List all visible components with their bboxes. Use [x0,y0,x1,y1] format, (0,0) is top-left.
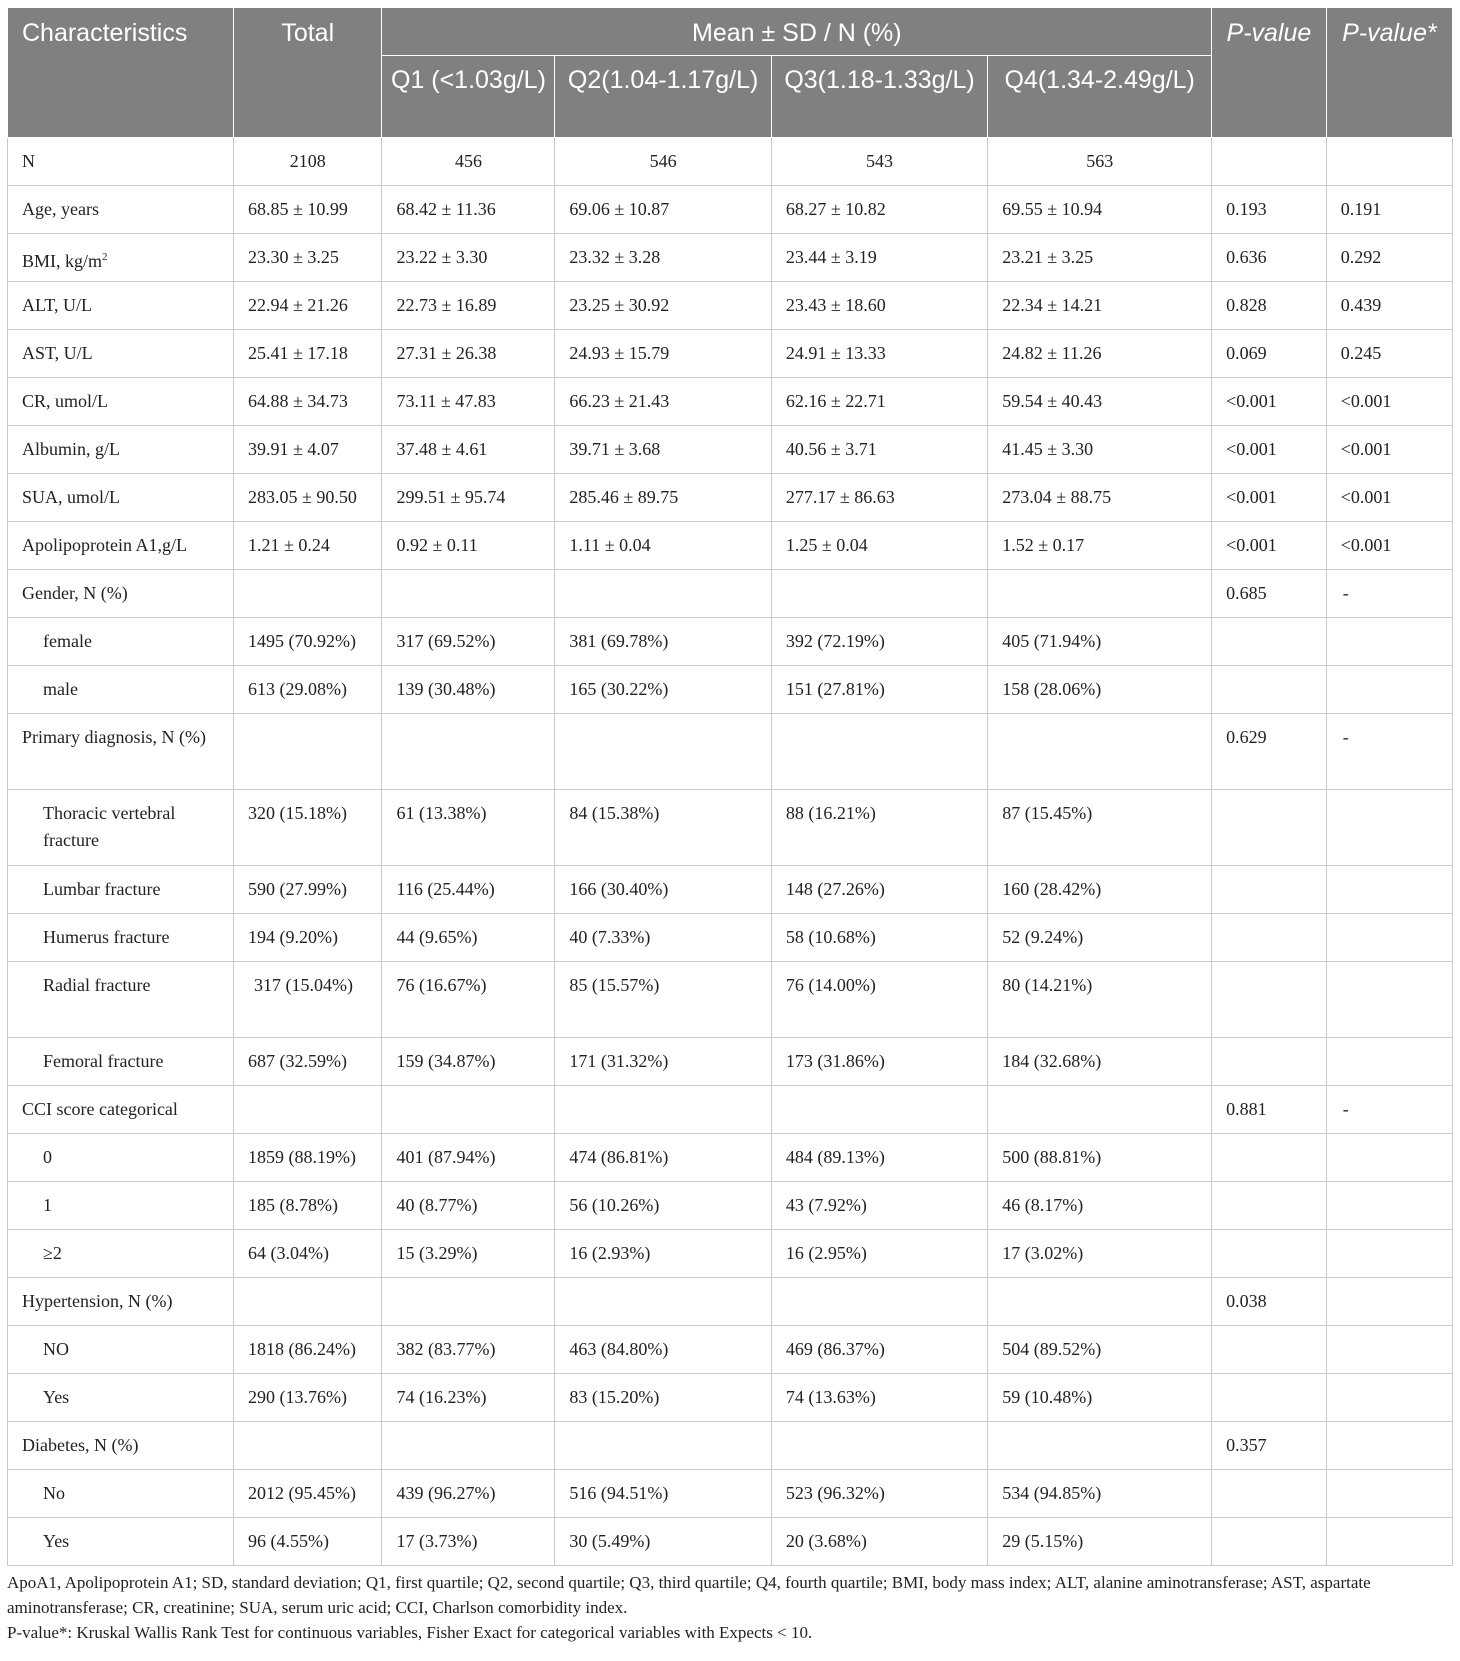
cell-ps: 0.292 [1326,234,1452,282]
cell-ps: 0.439 [1326,282,1452,330]
cell-q4: 24.82 ± 11.26 [988,330,1212,378]
cell-total [233,1422,382,1470]
cell-p [1212,1326,1327,1374]
table-body [8,138,1453,1566]
table-row [8,790,1453,866]
cell-total [233,714,382,790]
cell-ps: <0.001 [1326,474,1452,522]
header-group: Mean ± SD / N (%) [382,8,1212,56]
cell-q1: 17 (3.73%) [382,1518,555,1566]
cell-p: 0.193 [1212,186,1327,234]
row-label: No [8,1470,234,1518]
cell-p [1212,1230,1327,1278]
cell-p [1212,790,1327,866]
cell-ps [1326,962,1452,1038]
cell-q3: 24.91 ± 13.33 [771,330,987,378]
row-label: Apolipoprotein A1,g/L [8,522,234,570]
row-label: Hypertension, N (%) [8,1278,234,1326]
cell-total [233,1278,382,1326]
header-p-value-star: P-value* [1326,8,1452,138]
cell-q1: 74 (16.23%) [382,1374,555,1422]
cell-ps: 0.245 [1326,330,1452,378]
cell-ps [1326,1134,1452,1182]
cell-q1: 23.22 ± 3.30 [382,234,555,282]
cell-total: 22.94 ± 21.26 [233,282,382,330]
cell-q4: 80 (14.21%) [988,962,1212,1038]
cell-q3: 40.56 ± 3.71 [771,426,987,474]
row-label: female [8,618,234,666]
cell-q1: 439 (96.27%) [382,1470,555,1518]
cell-q4: 160 (28.42%) [988,866,1212,914]
cell-q1: 456 [382,138,555,186]
cell-p: 0.069 [1212,330,1327,378]
table-row [8,1278,1453,1326]
row-label: Yes [8,1374,234,1422]
cell-q3: 523 (96.32%) [771,1470,987,1518]
cell-q4: 158 (28.06%) [988,666,1212,714]
cell-q4: 29 (5.15%) [988,1518,1212,1566]
row-label: BMI, $kg/m^2$ [8,234,234,282]
cell-q1: 40 (8.77%) [382,1182,555,1230]
cell-p [1212,666,1327,714]
cell-total: 25.41 ± 17.18 [233,330,382,378]
cell-p: 0.357 [1212,1422,1327,1470]
cell-ps: 0.191 [1326,186,1452,234]
header-characteristics: Characteristics [8,8,234,138]
row-label: CCI score categorical [8,1086,234,1134]
cell-p [1212,1038,1327,1086]
cell-q3: 76 (14.00%) [771,962,987,1038]
characteristics-table [7,7,1453,1566]
cell-p [1212,914,1327,962]
cell-ps [1326,790,1452,866]
cell-q1: 401 (87.94%) [382,1134,555,1182]
cell-q4 [988,1278,1212,1326]
cell-p: <0.001 [1212,522,1327,570]
row-label: Femoral fracture [8,1038,234,1086]
cell-ps [1326,618,1452,666]
cell-q1 [382,1278,555,1326]
cell-q2: 24.93 ± 15.79 [555,330,771,378]
cell-p [1212,1518,1327,1566]
table-row [8,1182,1453,1230]
cell-total: 2108 [233,138,382,186]
cell-q4: 23.21 ± 3.25 [988,234,1212,282]
table-row [8,1326,1453,1374]
table-row [8,1518,1453,1566]
cell-q3: 173 (31.86%) [771,1038,987,1086]
cell-q2 [555,714,771,790]
row-label: NO [8,1326,234,1374]
cell-p [1212,1374,1327,1422]
cell-ps [1326,1326,1452,1374]
cell-q2: 381 (69.78%) [555,618,771,666]
row-label: N [8,138,234,186]
cell-q1: 15 (3.29%) [382,1230,555,1278]
row-label: Age, years [8,186,234,234]
row-label: 0 [8,1134,234,1182]
cell-total: 1495 (70.92%) [233,618,382,666]
cell-ps [1326,138,1452,186]
cell-q2: 474 (86.81%) [555,1134,771,1182]
cell-q2: 285.46 ± 89.75 [555,474,771,522]
cell-q3: 74 (13.63%) [771,1374,987,1422]
cell-q3: 62.16 ± 22.71 [771,378,987,426]
row-label: 1 [8,1182,234,1230]
cell-q2: 83 (15.20%) [555,1374,771,1422]
cell-q3 [771,714,987,790]
table-row [8,1134,1453,1182]
cell-q2 [555,1278,771,1326]
header-q3: Q3(1.18-1.33g/L) [771,56,987,138]
row-label: Humerus fracture [8,914,234,962]
cell-total: 96 (4.55%) [233,1518,382,1566]
row-label: AST, U/L [8,330,234,378]
cell-total [233,570,382,618]
cell-p [1212,1470,1327,1518]
table-row [8,1422,1453,1470]
row-label: Primary diagnosis, N (%) [8,714,234,790]
cell-q1: 76 (16.67%) [382,962,555,1038]
cell-q2: 16 (2.93%) [555,1230,771,1278]
cell-total: 613 (29.08%) [233,666,382,714]
cell-p: 0.828 [1212,282,1327,330]
row-label: male [8,666,234,714]
cell-p: 0.636 [1212,234,1327,282]
cell-q4: 17 (3.02%) [988,1230,1212,1278]
cell-q4: 1.52 ± 0.17 [988,522,1212,570]
footnote-pvalue: P-value*: Kruskal Wallis Rank Test for continuous variables, Fisher Exact for categorical variables with Expects < 10. [7,1623,813,1642]
cell-q3: 1.25 ± 0.04 [771,522,987,570]
cell-q4 [988,570,1212,618]
cell-q3: 148 (27.26%) [771,866,987,914]
cell-q3 [771,1086,987,1134]
cell-q4: 504 (89.52%) [988,1326,1212,1374]
cell-q4: 46 (8.17%) [988,1182,1212,1230]
cell-total: 1859 (88.19%) [233,1134,382,1182]
cell-q1 [382,1422,555,1470]
cell-ps [1326,914,1452,962]
cell-q1 [382,570,555,618]
table-row [8,866,1453,914]
cell-q1: 382 (83.77%) [382,1326,555,1374]
table-row [8,962,1453,1038]
row-label: Thoracic vertebral fracture [8,790,234,866]
table-row [8,570,1453,618]
header-total: Total [233,8,382,138]
cell-ps [1326,1038,1452,1086]
table-row [8,234,1453,282]
cell-ps: - [1326,1086,1452,1134]
cell-q2: 23.32 ± 3.28 [555,234,771,282]
cell-q3: 469 (86.37%) [771,1326,987,1374]
table-row [8,1470,1453,1518]
cell-q3 [771,1278,987,1326]
cell-q1: 44 (9.65%) [382,914,555,962]
table-row [8,1086,1453,1134]
cell-total: 290 (13.76%) [233,1374,382,1422]
cell-q1: 116 (25.44%) [382,866,555,914]
row-label: CR, umol/L [8,378,234,426]
cell-p [1212,138,1327,186]
footnote-abbreviations: ApoA1, Apolipoprotein A1; SD, standard deviation; Q1, first quartile; Q2, second quartile; Q3, third quartile; Q4, fourth quartile; BMI, body mass index; ALT, alanine aminotransferase; AST, aspartate aminotransferase; CR, creatinine; SUA, serum uric acid; CCI, Charlson comorbidity index. [7,1573,1371,1617]
cell-q1: 0.92 ± 0.11 [382,522,555,570]
cell-q2: 516 (94.51%) [555,1470,771,1518]
cell-total: 185 (8.78%) [233,1182,382,1230]
cell-p [1212,1134,1327,1182]
table-row [8,138,1453,186]
cell-ps: <0.001 [1326,378,1452,426]
row-label: Lumbar fracture [8,866,234,914]
table-container [7,7,1453,1645]
cell-total: 1.21 ± 0.24 [233,522,382,570]
cell-total: 590 (27.99%) [233,866,382,914]
cell-q1: 73.11 ± 47.83 [382,378,555,426]
cell-p: <0.001 [1212,378,1327,426]
cell-q3: 543 [771,138,987,186]
cell-q2: 84 (15.38%) [555,790,771,866]
table-row [8,1038,1453,1086]
cell-ps [1326,1470,1452,1518]
cell-p: 0.629 [1212,714,1327,790]
cell-q3: 23.43 ± 18.60 [771,282,987,330]
cell-q2: 69.06 ± 10.87 [555,186,771,234]
cell-q2: 463 (84.80%) [555,1326,771,1374]
row-label: Radial fracture [8,962,234,1038]
cell-p: 0.038 [1212,1278,1327,1326]
cell-q4: 184 (32.68%) [988,1038,1212,1086]
cell-q1: 159 (34.87%) [382,1038,555,1086]
cell-q3: 484 (89.13%) [771,1134,987,1182]
cell-total: 2012 (95.45%) [233,1470,382,1518]
cell-q1: 61 (13.38%) [382,790,555,866]
cell-total [233,1086,382,1134]
table-row [8,618,1453,666]
cell-ps: <0.001 [1326,522,1452,570]
cell-q4: 500 (88.81%) [988,1134,1212,1182]
cell-ps: <0.001 [1326,426,1452,474]
cell-p: 0.881 [1212,1086,1327,1134]
cell-q1: 299.51 ± 95.74 [382,474,555,522]
table-row [8,1230,1453,1278]
cell-q4: 273.04 ± 88.75 [988,474,1212,522]
cell-p: <0.001 [1212,426,1327,474]
row-label: Diabetes, N (%) [8,1422,234,1470]
cell-q4: 59 (10.48%) [988,1374,1212,1422]
cell-ps [1326,866,1452,914]
cell-total: 283.05 ± 90.50 [233,474,382,522]
table-row [8,714,1453,790]
cell-q2: 39.71 ± 3.68 [555,426,771,474]
table-row [8,282,1453,330]
cell-total: 23.30 ± 3.25 [233,234,382,282]
row-label: Gender, N (%) [8,570,234,618]
cell-q1: 37.48 ± 4.61 [382,426,555,474]
cell-q2 [555,1086,771,1134]
cell-q1: 139 (30.48%) [382,666,555,714]
row-label: Albumin, g/L [8,426,234,474]
table-row [8,914,1453,962]
cell-q4: 563 [988,138,1212,186]
cell-total: 687 (32.59%) [233,1038,382,1086]
cell-total: 68.85 ± 10.99 [233,186,382,234]
cell-q3: 43 (7.92%) [771,1182,987,1230]
cell-q3: 88 (16.21%) [771,790,987,866]
cell-p [1212,962,1327,1038]
cell-q3: 16 (2.95%) [771,1230,987,1278]
table-row [8,522,1453,570]
cell-q2: 40 (7.33%) [555,914,771,962]
cell-q4: 534 (94.85%) [988,1470,1212,1518]
cell-q1 [382,1086,555,1134]
cell-ps [1326,1230,1452,1278]
cell-q4: 69.55 ± 10.94 [988,186,1212,234]
cell-total: 320 (15.18%) [233,790,382,866]
cell-p [1212,618,1327,666]
cell-q1: 317 (69.52%) [382,618,555,666]
cell-q3: 151 (27.81%) [771,666,987,714]
cell-q1 [382,714,555,790]
cell-q4 [988,714,1212,790]
cell-total: 64 (3.04%) [233,1230,382,1278]
cell-total: 64.88 ± 34.73 [233,378,382,426]
cell-q4: 22.34 ± 14.21 [988,282,1212,330]
cell-q2 [555,1422,771,1470]
cell-ps [1326,1422,1452,1470]
cell-q2: 66.23 ± 21.43 [555,378,771,426]
cell-q4: 59.54 ± 40.43 [988,378,1212,426]
cell-q2: 85 (15.57%) [555,962,771,1038]
table-row [8,426,1453,474]
table-row [8,378,1453,426]
cell-q3: 23.44 ± 3.19 [771,234,987,282]
cell-q2: 546 [555,138,771,186]
cell-ps [1326,1374,1452,1422]
cell-q2 [555,570,771,618]
cell-q2: 23.25 ± 30.92 [555,282,771,330]
row-label: Yes [8,1518,234,1566]
cell-q4: 52 (9.24%) [988,914,1212,962]
cell-ps: - [1326,570,1452,618]
cell-ps [1326,1518,1452,1566]
cell-ps: - [1326,714,1452,790]
cell-q4: 41.45 ± 3.30 [988,426,1212,474]
row-label: ALT, U/L [8,282,234,330]
cell-q2: 166 (30.40%) [555,866,771,914]
cell-q2: 165 (30.22%) [555,666,771,714]
cell-q3: 20 (3.68%) [771,1518,987,1566]
cell-total: 194 (9.20%) [233,914,382,962]
header-q1: Q1 (<1.03g/L) [382,56,555,138]
cell-q2: 1.11 ± 0.04 [555,522,771,570]
cell-q2: 30 (5.49%) [555,1518,771,1566]
cell-q1: 68.42 ± 11.36 [382,186,555,234]
cell-q4: 87 (15.45%) [988,790,1212,866]
cell-q3 [771,570,987,618]
cell-p [1212,866,1327,914]
cell-q4 [988,1422,1212,1470]
cell-q3 [771,1422,987,1470]
table-row [8,666,1453,714]
header-p-value: P-value [1212,8,1327,138]
cell-q4 [988,1086,1212,1134]
table-row [8,330,1453,378]
cell-p [1212,1182,1327,1230]
cell-q4: 405 (71.94%) [988,618,1212,666]
cell-q3: 68.27 ± 10.82 [771,186,987,234]
cell-ps [1326,1278,1452,1326]
cell-ps [1326,1182,1452,1230]
cell-q2: 56 (10.26%) [555,1182,771,1230]
table-footnotes [7,1570,1453,1645]
table-row [8,1374,1453,1422]
cell-q2: 171 (31.32%) [555,1038,771,1086]
header-q4: Q4(1.34-2.49g/L) [988,56,1212,138]
cell-q3: 277.17 ± 86.63 [771,474,987,522]
header-q2: Q2(1.04-1.17g/L) [555,56,771,138]
cell-q1: 27.31 ± 26.38 [382,330,555,378]
cell-total: 1818 (86.24%) [233,1326,382,1374]
cell-p: <0.001 [1212,474,1327,522]
row-label: ≥2 [8,1230,234,1278]
table-row [8,186,1453,234]
cell-p: 0.685 [1212,570,1327,618]
cell-q1: 22.73 ± 16.89 [382,282,555,330]
cell-total: 39.91 ± 4.07 [233,426,382,474]
table-row [8,474,1453,522]
cell-q3: 392 (72.19%) [771,618,987,666]
cell-ps [1326,666,1452,714]
cell-total: 317 (15.04%) [233,962,382,1038]
row-label: SUA, umol/L [8,474,234,522]
cell-q3: 58 (10.68%) [771,914,987,962]
